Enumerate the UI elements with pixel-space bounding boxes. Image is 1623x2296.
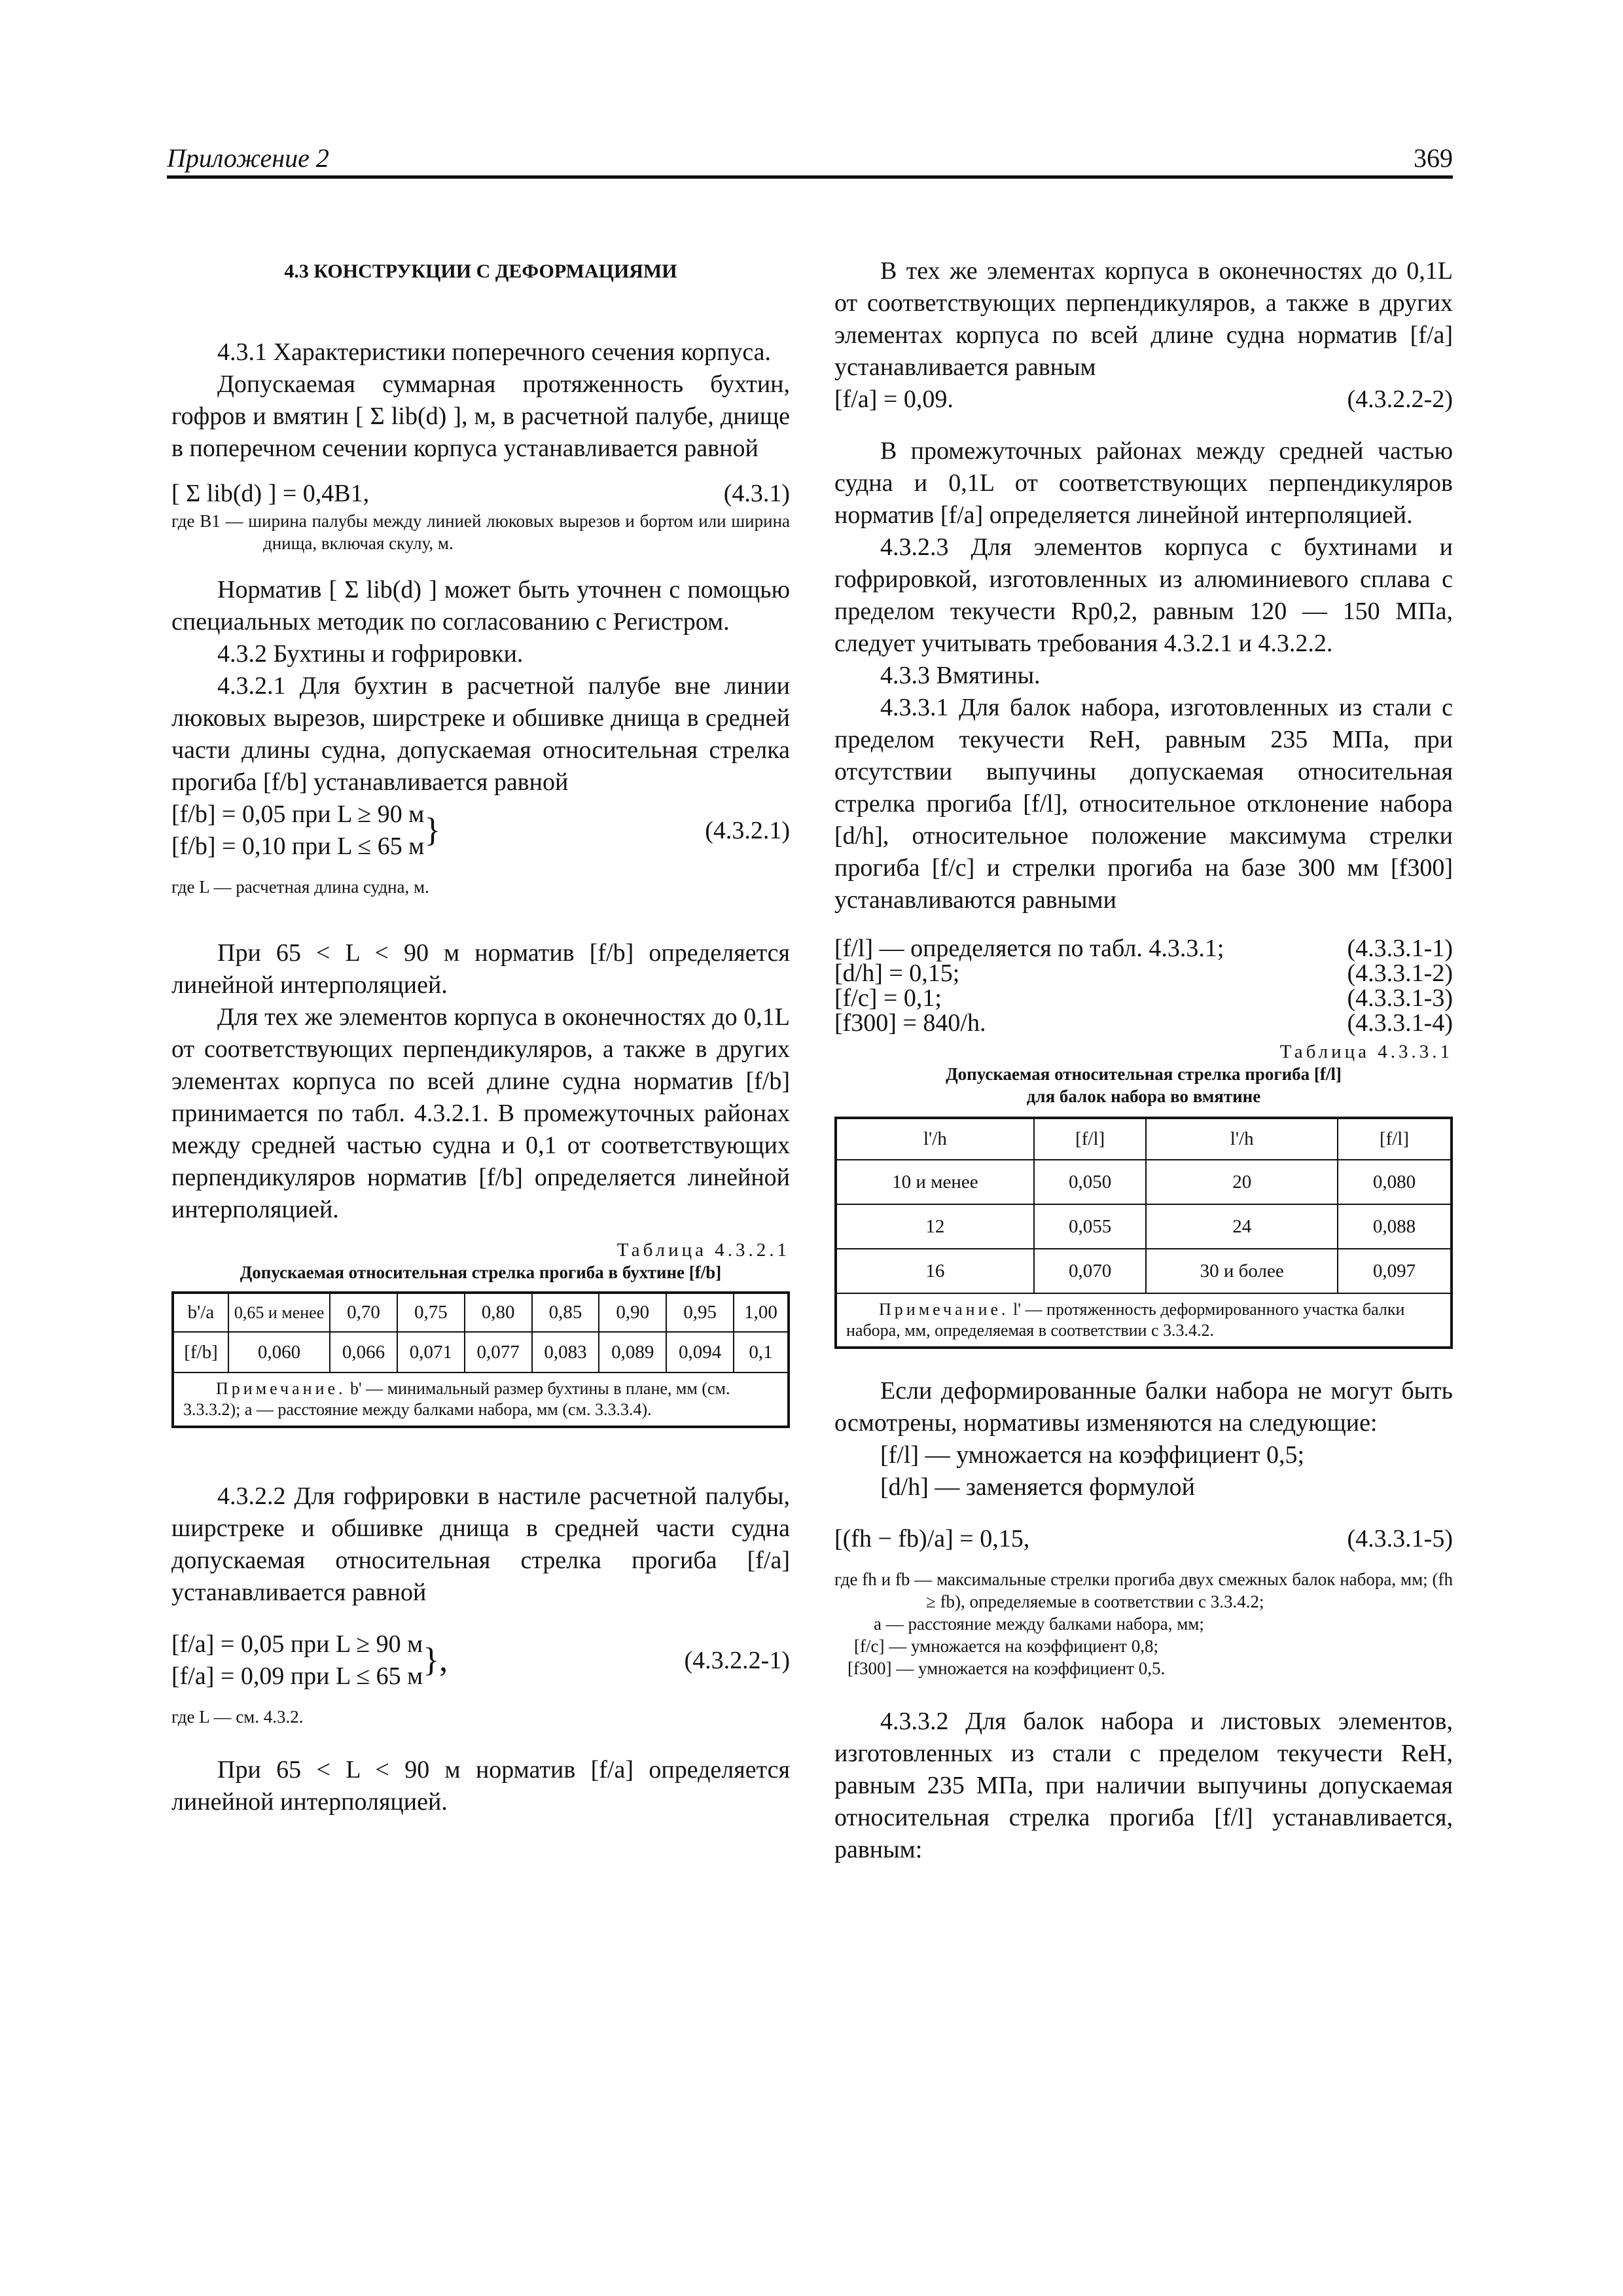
- table-note: [836, 1293, 1452, 1348]
- formula-4321-line1: [f/b] = 0,05 при L ≥ 90 м: [171, 800, 425, 828]
- equation-line: [834, 961, 1453, 986]
- subsection-title-433: 4.3.3 Вмятины.: [880, 662, 1041, 689]
- formula-4322-1-number: (4.3.2.2-1): [684, 1646, 790, 1674]
- formula-4322-line2: [f/a] = 0,09 при L ≤ 65 м: [171, 1662, 423, 1690]
- table-note-text: b' — минимальный размер бухтины в плане, мм (см. 3.3.3.2); a — расстояние между балками набора, мм (см. 3.3.3.4).: [183, 1379, 730, 1419]
- brace-glyph: }: [424, 812, 441, 849]
- table-cell: 0,097: [1338, 1249, 1452, 1293]
- table-cell: [f/b]: [173, 1332, 228, 1372]
- table-row: [836, 1249, 1452, 1293]
- table-4331: [834, 1117, 1453, 1349]
- formula-4322-2-number: (4.3.2.2-2): [1347, 386, 1453, 413]
- paragraph-4321: 4.3.2.1 Для бухтин в расчетной палубе вне линии люковых вырезов, ширстреке и обшивке днища в средней части длины судна, допускаемая относительная стрелка прогиба [f/b] устанавливается равной: [171, 672, 790, 796]
- brace-glyph: },: [423, 1641, 448, 1679]
- formula-4331-5-legend: [834, 1568, 1453, 1679]
- legend-L-ref: где L — см. 4.3.2.: [171, 1707, 304, 1727]
- header-rule: [167, 175, 1453, 179]
- table-cell: 0,95: [666, 1293, 734, 1332]
- subsection-title-431: 4.3.1 Характеристики поперечного сечения корпуса.: [217, 338, 772, 366]
- formula-4321: [171, 798, 790, 863]
- formula-4322-2-expr: [f/a] = 0,09.: [834, 386, 954, 413]
- legend-L: где L — расчетная длина судна, м.: [171, 877, 429, 897]
- table-note-label: Примечание.: [879, 1300, 1009, 1319]
- paragraph-deformed: Если деформированные балки набора не могут быть осмотрены, нормативы изменяются на следующие:: [834, 1377, 1453, 1437]
- equation-line: [834, 1011, 1453, 1035]
- equation-number: (4.3.3.1-4): [1347, 1009, 1453, 1037]
- table-4331-block: [834, 1041, 1453, 1349]
- paragraph-4322-interp: При 65 < L < 90 м норматив [f/a] определяется линейной интерполяцией.: [171, 1756, 790, 1816]
- table-4321-label: Таблица 4.3.2.1: [616, 1240, 790, 1261]
- formula-431-legend: [171, 510, 790, 554]
- table-cell: 0,066: [330, 1332, 397, 1372]
- paragraph-4322-mid: В промежуточных районах между средней частью судна и 0,1L от соответствующих перпендикуляров норматив [f/a] определяется линейной интерполяцией.: [834, 437, 1453, 529]
- paragraph-4332: 4.3.3.2 Для балок набора и листовых элементов, изготовленных из стали с пределом текучести ReH, равным 235 МПа, при наличии выпучины допускаемая относительная стрелка прогиба [f/l] устанавливается, равным:: [834, 1708, 1453, 1863]
- legend-fh-fb: где fh и fb — максимальные стрелки прогиба двух смежных балок набора, мм; (fh ≥ fb), определяемые в соответствии с 3.3.4.2;: [834, 1570, 1453, 1611]
- right-column: [834, 255, 1453, 1866]
- table-cell: 0,071: [397, 1332, 465, 1372]
- table-cell: 0,077: [465, 1332, 532, 1372]
- formula-4322-2: [834, 384, 1453, 416]
- table-4331-title: Допускаемая относительная стрелка прогиба [f/l]: [946, 1064, 1342, 1084]
- table-cell: 0,65 и менее: [228, 1293, 330, 1332]
- table-cell: 0,75: [397, 1293, 465, 1332]
- equation-number: (4.3.3.1-2): [1347, 960, 1453, 987]
- table-cell: 0,90: [599, 1293, 666, 1332]
- formula-431-expr: [ Σ lib(d) ] = 0,4B1,: [171, 480, 370, 507]
- table-cell: b'/a: [173, 1293, 228, 1332]
- table-cell: 0,094: [666, 1332, 734, 1372]
- table-cell: 16: [836, 1249, 1034, 1293]
- table-cell: 0,85: [532, 1293, 599, 1332]
- page-header: [167, 143, 1453, 177]
- table-note-label: Примечание.: [216, 1379, 346, 1398]
- subsection-title-432: 4.3.2 Бухтины и гофрировки.: [217, 640, 524, 668]
- table-note: [173, 1372, 789, 1427]
- table-header: [f/l]: [1338, 1118, 1452, 1160]
- equation-line: [834, 986, 1453, 1011]
- legend-fc: [f/c] — умножается на коэффициент 0,8;: [854, 1636, 1158, 1656]
- page-number: 369: [1414, 143, 1453, 173]
- table-cell: 30 и более: [1146, 1249, 1338, 1293]
- table-cell: 12: [836, 1204, 1034, 1249]
- formula-431-number: (4.3.1): [723, 480, 790, 507]
- table-header: l'/h: [1146, 1118, 1338, 1160]
- table-cell: 0,089: [599, 1332, 666, 1372]
- paragraph-4322: 4.3.2.2 Для гофрировки в настиле расчетной палубы, ширстреке и обшивке днища в средней части судна допускаемая относительная стрелка прогиба [f/a] устанавливается равной: [171, 1482, 790, 1606]
- paragraph-fl: [f/l] — умножается на коэффициент 0,5;: [880, 1441, 1305, 1469]
- table-row: [173, 1293, 789, 1332]
- formula-4331-5-expr: [(fh − fb)/a] = 0,15,: [834, 1525, 1030, 1552]
- equation-text: [f/l] — определяется по табл. 4.3.3.1;: [834, 935, 1224, 962]
- table-4331-subtitle: для балок набора во вмятине: [1026, 1086, 1261, 1106]
- paragraph-4322-ends: В тех же элементах корпуса в оконечностях до 0,1L от соответствующих перпендикуляров, а также в других элементах корпуса по всей длине судна норматив [f/a] устанавливается равным: [834, 257, 1453, 381]
- table-note-row: [836, 1293, 1452, 1348]
- table-row: [173, 1332, 789, 1372]
- table-cell: 10 и менее: [836, 1160, 1034, 1204]
- formula-4331-5-number: (4.3.3.1-5): [1347, 1525, 1453, 1552]
- legend-b1: где B1 — ширина палубы между линией люковых вырезов и бортом или ширина днища, включая скулу, м.: [171, 511, 790, 553]
- table-cell: 0,1: [734, 1332, 789, 1372]
- table-cell: 20: [1146, 1160, 1338, 1204]
- paragraph-4331: 4.3.3.1 Для балок набора, изготовленных из стали с пределом текучести ReH, равным 235 МПа, при отсутствии выпучины допускаемая относительная стрелка прогиба [f/l], относительное отклонение набора [d/h], относительное положение максимума стрелки прогиба [f/c] и стрелки прогиба на базе 300 мм [f300] устанавливаются равными: [834, 694, 1453, 914]
- formula-4331-5: [834, 1523, 1453, 1555]
- equation-text: [d/h] = 0,15;: [834, 960, 960, 987]
- table-note-text: l' — протяженность деформированного участка балки набора, мм, определяемая в соответствии с 3.3.4.2.: [846, 1300, 1405, 1340]
- paragraph-431: Допускаемая суммарная протяженность бухтин, гофров и вмятин [ Σ lib(d) ], м, в расчетной палубе, днище в поперечном сечении корпуса устанавливается равной: [171, 370, 790, 462]
- table-cell: 0,080: [1338, 1160, 1452, 1204]
- formula-431: [171, 478, 790, 510]
- formula-4322-line1: [f/a] = 0,05 при L ≥ 90 м: [171, 1630, 423, 1658]
- section-title: 4.3 КОНСТРУКЦИИ С ДЕФОРМАЦИЯМИ: [284, 260, 677, 282]
- equation-line: [834, 936, 1453, 961]
- table-4321: [171, 1291, 790, 1428]
- paragraph-4321-interp: При 65 < L < 90 м норматив [f/b] определяется линейной интерполяцией.: [171, 939, 790, 999]
- table-4331-label: Таблица 4.3.3.1: [1279, 1041, 1453, 1062]
- paragraph-4323: 4.3.2.3 Для элементов корпуса с бухтинами и гофрировкой, изготовленных из алюминиевого сплава с пределом текучести Rp0,2, равным 120 — 150 МПа, следует учитывать требования 4.3.2.1 и 4.3.2.2.: [834, 533, 1453, 657]
- formula-4321-number: (4.3.2.1): [705, 816, 790, 844]
- legend-f300: [f300] — умножается на коэффициент 0,5.: [847, 1659, 1166, 1678]
- legend-a: a — расстояние между балками набора, мм;: [874, 1614, 1204, 1634]
- equation-text: [f/c] = 0,1;: [834, 984, 942, 1012]
- table-cell: 0,083: [532, 1332, 599, 1372]
- running-title: Приложение 2: [167, 143, 329, 173]
- table-cell: 0,055: [1034, 1204, 1147, 1249]
- equations-4331: [834, 936, 1453, 1035]
- table-header: l'/h: [836, 1118, 1034, 1160]
- table-cell: 0,070: [1034, 1249, 1147, 1293]
- table-cell: 0,088: [1338, 1204, 1452, 1249]
- formula-4321-line2: [f/b] = 0,10 при L ≤ 65 м: [171, 833, 425, 860]
- paragraph-dh: [d/h] — заменяется формулой: [880, 1473, 1195, 1501]
- table-4321-block: [171, 1239, 790, 1428]
- table-header-row: [836, 1118, 1452, 1160]
- table-header: [f/l]: [1034, 1118, 1147, 1160]
- table-cell: 24: [1146, 1204, 1338, 1249]
- table-cell: 1,00: [734, 1293, 789, 1332]
- paragraph-4321-ends: Для тех же элементов корпуса в оконечностях до 0,1L от соответствующих перпендикуляров, а также в других элементах корпуса по всей длине судна норматив [f/b] принимается по табл. 4.3.2.1. В промежуточных районах между средней частью судна и 0,1 от соответствующих перпендикуляров норматив [f/b] определяется линейной интерполяцией.: [171, 1003, 790, 1223]
- table-row: [836, 1160, 1452, 1204]
- table-note-row: [173, 1372, 789, 1427]
- equation-number: (4.3.3.1-3): [1347, 984, 1453, 1012]
- left-column: [171, 255, 790, 1818]
- equation-text: [f300] = 840/h.: [834, 1009, 986, 1037]
- equation-number: (4.3.3.1-1): [1347, 935, 1453, 962]
- formula-4322-1: [171, 1628, 790, 1693]
- paragraph-431-norm: Норматив [ Σ lib(d) ] может быть уточнен с помощью специальных методик по согласованию с Регистром.: [171, 576, 790, 636]
- table-cell: 0,060: [228, 1332, 330, 1372]
- table-cell: 0,80: [465, 1293, 532, 1332]
- table-4321-title: Допускаемая относительная стрелка прогиба в бухтине [f/b]: [240, 1263, 722, 1282]
- table-row: [836, 1204, 1452, 1249]
- table-cell: 0,050: [1034, 1160, 1147, 1204]
- table-cell: 0,70: [330, 1293, 397, 1332]
